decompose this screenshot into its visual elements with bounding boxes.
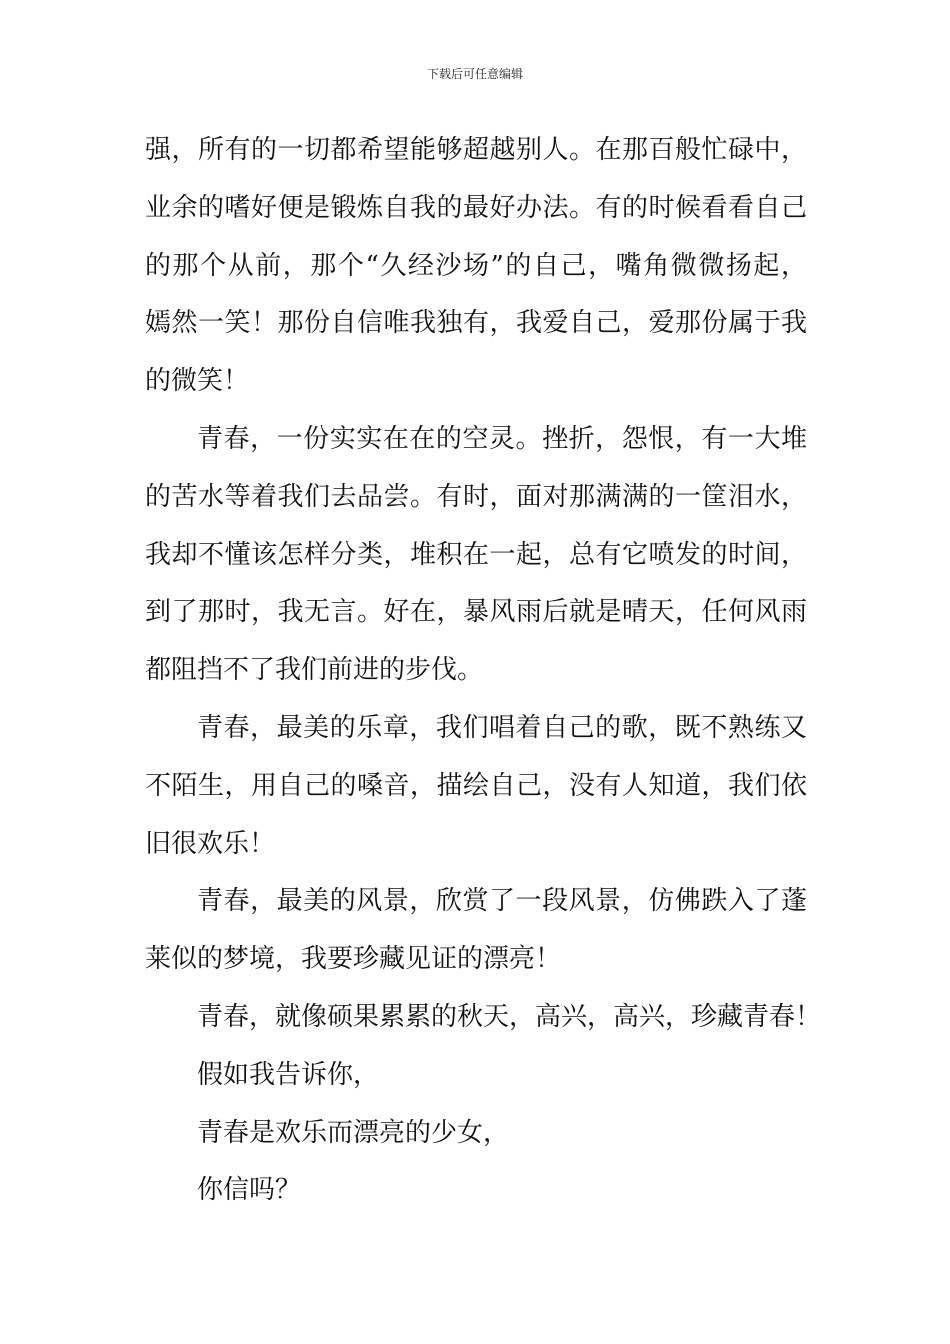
- text-line: 青春，最美的乐章，我们唱着自己的歌，既不熟练又: [197, 712, 807, 743]
- document-body: [145, 122, 822, 1220]
- text-line: 我却不懂该怎样分类，堆积在一起，总有它喷发的时间，: [145, 539, 807, 570]
- text-line: 都阻挡不了我们前进的步伐。: [145, 655, 484, 686]
- text-line: 的苦水等着我们去品尝。有时，面对那满满的一筐泪水，: [145, 481, 807, 512]
- text-line: 到了那时，我无言。好在，暴风雨后就是晴天，任何风雨: [145, 597, 807, 628]
- text-line: 莱似的梦境，我要珍藏见证的漂亮！: [145, 944, 562, 975]
- text-line: 假如我告诉你，: [197, 1059, 380, 1090]
- text-line: 青春，最美的风景，欣赏了一段风景，仿佛跌入了蓬: [197, 886, 807, 917]
- text-line: 嫣然一笑！那份自信唯我独有，我爱自己，爱那份属于我: [145, 308, 807, 339]
- text-line: 旧很欢乐！: [145, 828, 276, 859]
- text-line: 青春，就像硕果累累的秋天，高兴，高兴，珍藏青春！: [197, 1001, 822, 1032]
- text-line: 的那个从前，那个“久经沙场”的自己，嘴角微微扬起，: [145, 250, 807, 281]
- text-line: 青春，一份实实在在的空灵。挫折，怨恨，有一大堆: [197, 423, 807, 454]
- text-line: 你信吗？: [197, 1175, 302, 1206]
- text-line: 青春是欢乐而漂亮的少女，: [197, 1117, 510, 1148]
- text-line: 的微笑！: [145, 366, 250, 397]
- text-line: 业余的嗜好便是锻炼自我的最好办法。有的时候看看自己: [145, 192, 807, 223]
- page-header: 下载后可任意编辑: [426, 67, 523, 81]
- text-line: 不陌生，用自己的嗓音，描绘自己，没有人知道，我们依: [145, 770, 807, 801]
- text-line: 强，所有的一切都希望能够超越别人。在那百般忙碌中，: [145, 135, 807, 165]
